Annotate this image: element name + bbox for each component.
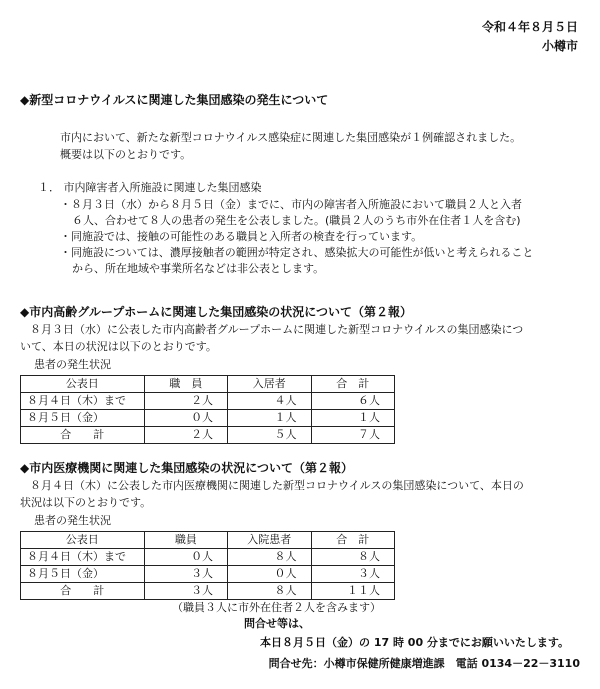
table-cell: ８人 bbox=[228, 549, 311, 566]
section1-bullet2: ・同施設では、接触の可能性のある職員と入所者の検査を行っています。 bbox=[60, 230, 423, 243]
document-org: 小樽市 bbox=[541, 39, 578, 53]
section1-bullet1-line1: ・８月３日（水）から８月５日（金）までに、市内の障害者入所施設において職員２人と入者 bbox=[60, 198, 522, 211]
table-header: 合 計 bbox=[311, 376, 394, 393]
table-header: 入院患者 bbox=[228, 532, 311, 549]
table-cell: ８月５日（金） bbox=[21, 410, 145, 427]
table-cell: ３人 bbox=[144, 566, 227, 583]
section1-bullet3-line1: ・同施設については、濃厚接触者の範囲が特定され、感染拡大の可能性が低いと考えられること bbox=[60, 246, 534, 259]
table-cell: ２人 bbox=[144, 427, 227, 444]
table-header: 職 員 bbox=[144, 376, 227, 393]
section3-body-line2: 状況は以下のとおりです。 bbox=[20, 496, 152, 509]
inquiry-heading: 問合せ等は、 bbox=[244, 617, 310, 630]
table-cell: ８月５日（金） bbox=[21, 566, 145, 583]
table-cell: １人 bbox=[311, 410, 394, 427]
section1-item-heading: １． 市内障害者入所施設に関連した集団感染 bbox=[38, 181, 262, 194]
table-cell: １人 bbox=[228, 410, 311, 427]
table-header-row bbox=[21, 376, 395, 393]
table-cell: ４人 bbox=[228, 393, 311, 410]
table-total-row bbox=[21, 427, 395, 444]
section3-title-text: 市内医療機関に関連した集団感染の状況について（第２報） bbox=[29, 461, 353, 475]
table-cell: ８月４日（木）まで bbox=[21, 393, 145, 410]
table-cell: ２人 bbox=[144, 393, 227, 410]
table-cell: 合 計 bbox=[21, 583, 145, 600]
section2-title bbox=[20, 304, 412, 320]
section1-intro-line2: 概要は以下のとおりです。 bbox=[60, 148, 192, 161]
section2-table-caption: 患者の発生状況 bbox=[34, 358, 111, 371]
section3-body-line1: ８月４日（木）に公表した市内医療機関に関連した新型コロナウイルスの集団感染について、本日の bbox=[30, 479, 524, 492]
table-cell: ０人 bbox=[144, 549, 227, 566]
table-header: 職員 bbox=[144, 532, 227, 549]
table-header: 入居者 bbox=[228, 376, 311, 393]
table-header-row bbox=[21, 532, 395, 549]
table-header: 合 計 bbox=[311, 532, 394, 549]
table-row bbox=[21, 566, 395, 583]
section1-intro-line1: 市内において、新たな新型コロナウイルス感染症に関連した集団感染が１例確認されました。 bbox=[60, 131, 522, 144]
diamond-bullet-icon: ◆ bbox=[20, 93, 30, 107]
table-row bbox=[21, 549, 395, 566]
section2-body-line2: いて、本日の状況は以下のとおりです。 bbox=[20, 340, 217, 353]
table-row bbox=[21, 393, 395, 410]
section1-title bbox=[20, 92, 328, 108]
document-date: 令和４年８月５日 bbox=[481, 20, 578, 34]
section1-title-text: 新型コロナウイルスに関連した集団感染の発生について bbox=[29, 93, 329, 107]
section2-case-table bbox=[20, 375, 395, 444]
table-cell: ０人 bbox=[228, 566, 311, 583]
table-cell: ８月４日（木）まで bbox=[21, 549, 145, 566]
table-cell: ８人 bbox=[228, 583, 311, 600]
table-cell: ３人 bbox=[144, 583, 227, 600]
section2-body-line1: ８月３日（水）に公表した市内高齢者グループホームに関連した新型コロナウイルスの集団感染につ bbox=[30, 323, 524, 336]
section2-title-text: 市内高齢グループホームに関連した集団感染の状況について（第２報） bbox=[29, 305, 413, 319]
diamond-bullet-icon: ◆ bbox=[20, 305, 30, 319]
section3-case-table bbox=[20, 531, 395, 600]
section3-table-caption: 患者の発生状況 bbox=[34, 514, 111, 527]
inquiry-deadline: 本日８月５日（金）の 17 時 00 分までにお願いいたします。 bbox=[260, 636, 570, 649]
table-cell: ７人 bbox=[311, 427, 394, 444]
table-cell: ６人 bbox=[311, 393, 394, 410]
diamond-bullet-icon: ◆ bbox=[20, 461, 30, 475]
table-total-row bbox=[21, 583, 395, 600]
section3-table-note: （職員３人に市外在住者２人を含みます） bbox=[172, 601, 381, 614]
table-header: 公表日 bbox=[21, 376, 145, 393]
table-cell: 合 計 bbox=[21, 427, 145, 444]
table-row bbox=[21, 410, 395, 427]
table-cell: ０人 bbox=[144, 410, 227, 427]
table-cell: １１人 bbox=[311, 583, 394, 600]
section3-title bbox=[20, 460, 353, 476]
table-cell: ３人 bbox=[311, 566, 394, 583]
table-cell: ５人 bbox=[228, 427, 311, 444]
section1-bullet1-line2: ６人、合わせて８人の患者の発生を公表しました。(職員２人のうち市外在住者１人を含む) bbox=[72, 214, 521, 227]
table-cell: ８人 bbox=[311, 549, 394, 566]
section1-bullet3-line2: から、所在地域や事業所名などは非公表とします。 bbox=[72, 262, 325, 275]
contact-info: 問合せ先：小樽市保健所健康増進課 電話 0134－22－3110 bbox=[268, 657, 580, 670]
table-header: 公表日 bbox=[21, 532, 145, 549]
